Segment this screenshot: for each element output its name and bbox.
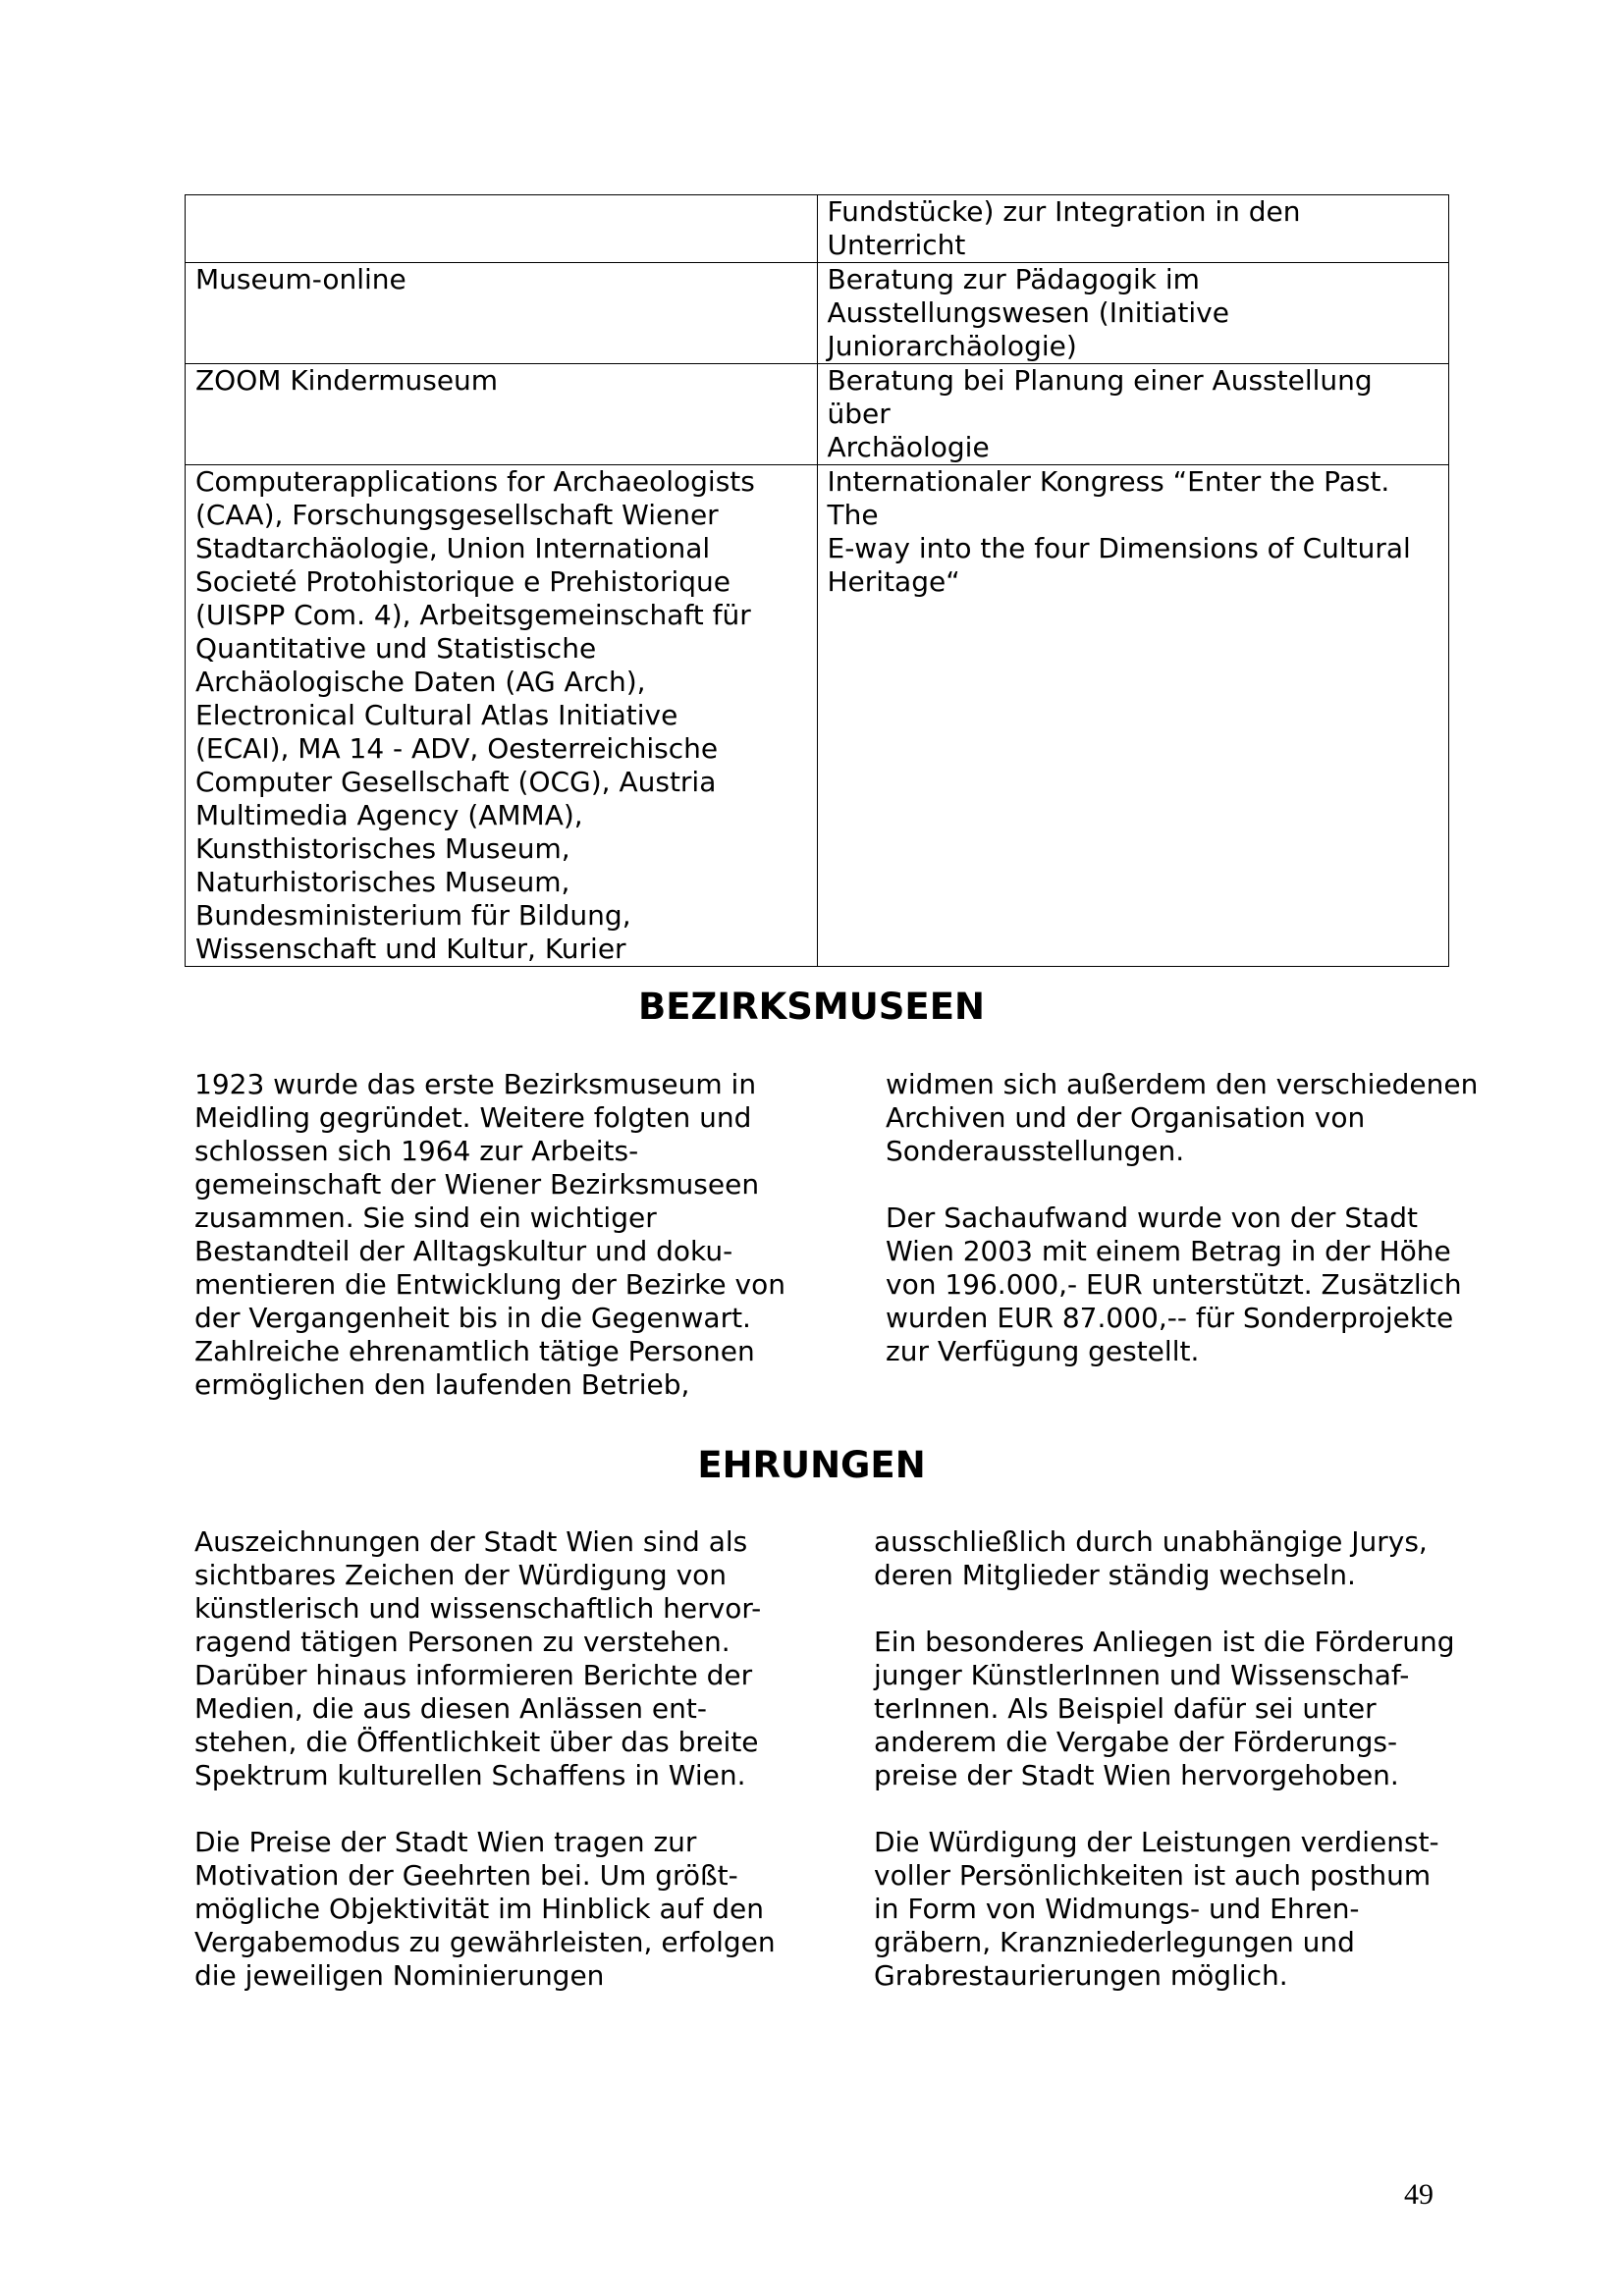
bezirksmuseen-right-column: widmen sich außerdem den verschiedenen Archiven und der Organisation von Sonderausstellungen. Der Sachaufwand wurde von der Stadt Wien 2003 mit einem Betrag in der Höhe von 196.000,- EUR unterstützt. Zusätzlich wurden EUR 87.000,-- für Sonderprojekte zur Verfügung gestellt. <box>886 1068 1479 1367</box>
table-cell-partner <box>186 195 818 263</box>
table-row <box>186 465 1449 967</box>
table-cell-partner: Computerapplications for Archaeologists (CAA), Forschungsgesellschaft Wiener Stadtarchäologie, Union International Societé Protohistorique e Prehistorique (UISPP Com. 4), Arbeitsgemeinschaft für Quantitative und Statistische Archäologische Daten (AG Arch), Electronical Cultural Atlas Initiative (ECAI), MA 14 - ADV, Oesterreichische Computer Gesellschaft (OCG), Austria Multimedia Agency (AMMA), Kunsthistorisches Museum, Naturhistorisches Museum, Bundesministerium für Bildung, Wissenschaft und Kultur, Kurier <box>186 465 818 967</box>
table-cell-partner: Museum-online <box>186 263 818 364</box>
table-cell-activity: Beratung bei Planung einer Ausstellung über Archäologie <box>817 364 1449 465</box>
table-row <box>186 263 1449 364</box>
table-cell-activity: Fundstücke) zur Integration in den Unterricht <box>817 195 1449 263</box>
page-number: 49 <box>1404 2178 1434 2211</box>
section-heading-bezirksmuseen: BEZIRKSMUSEEN <box>638 986 985 1028</box>
table-row <box>186 364 1449 465</box>
table-cell-activity: Internationaler Kongress “Enter the Past. The E-way into the four Dimensions of Cultural Heritage“ <box>817 465 1449 967</box>
bezirksmuseen-left-column: 1923 wurde das erste Bezirksmuseum in Meidling gegründet. Weitere folgten und schlossen sich 1964 zur Arbeits- gemeinschaft der Wiener Bezirksmuseen zusammen. Sie sind ein wichtiger Bestandteil der Alltagskultur und doku- mentieren die Entwicklung der Bezirke von der Vergangenheit bis in die Gegenwart. Zahlreiche ehrenamtlich tätige Personen ermöglichen den laufenden Betrieb, <box>194 1068 785 1401</box>
ehrungen-left-column: Auszeichnungen der Stadt Wien sind als sichtbares Zeichen der Würdigung von künstlerisch und wissenschaftlich hervor- ragend tätigen Personen zu verstehen. Darüber hinaus informieren Berichte der Medien, die aus diesen Anlässen ent- stehen, die Öffentlichkeit über das breite Spektrum kulturellen Schaffens in Wien. Die Preise der Stadt Wien tragen zur Motivation der Geehrten bei. Um größt- mögliche Objektivität im Hinblick auf den Vergabemodus zu gewährleisten, erfolgen die jeweiligen Nominierungen <box>194 1525 776 1992</box>
table-cell-activity: Beratung zur Pädagogik im Ausstellungswesen (Initiative Juniorarchäologie) <box>817 263 1449 364</box>
ehrungen-right-column: ausschließlich durch unabhängige Jurys, deren Mitglieder ständig wechseln. Ein besonderes Anliegen ist die Förderung junger KünstlerInnen und Wissenschaf- terInnen. Als Beispiel dafür sei unter anderem die Vergabe der Förderungs- preise der Stadt Wien hervorgehoben. Die Würdigung der Leistungen verdienst- voller Persönlichkeiten ist auch posthum in Form von Widmungs- und Ehren- gräbern, Kranzniederlegungen und Grabrestaurierungen möglich. <box>874 1525 1455 1992</box>
partner-table <box>185 194 1449 967</box>
section-heading-ehrungen: EHRUNGEN <box>697 1444 926 1486</box>
table-row <box>186 195 1449 263</box>
table-cell-partner: ZOOM Kindermuseum <box>186 364 818 465</box>
